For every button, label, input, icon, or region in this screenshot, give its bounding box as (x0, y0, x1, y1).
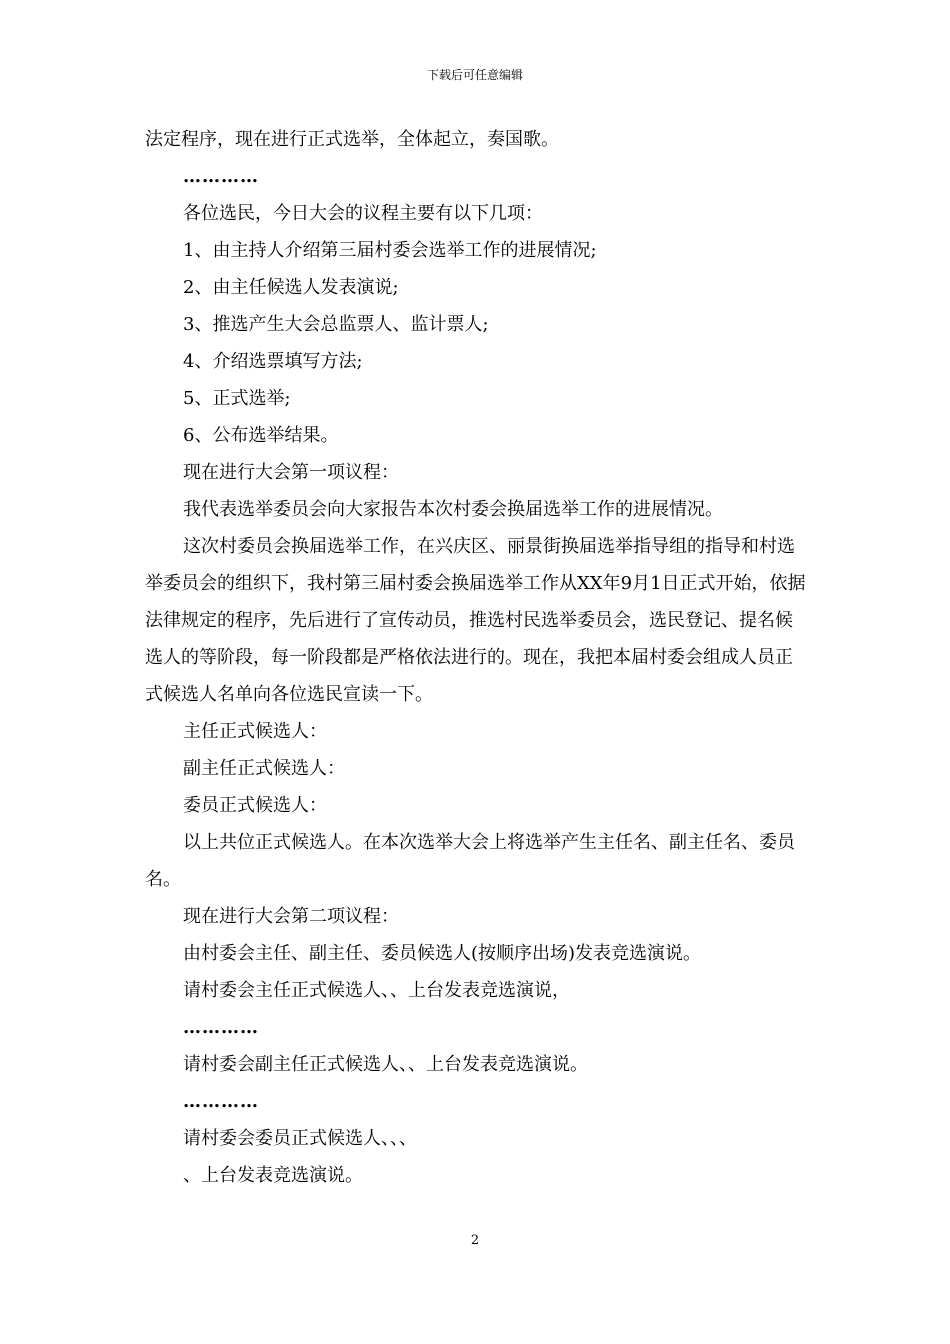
agenda-item: 6、公布选举结果。 (183, 425, 339, 446)
agenda-item: 1、由主持人介绍第三届村委会选举工作的进展情况; (183, 240, 597, 261)
document-body (145, 121, 810, 1194)
paragraph: 副主任正式候选人： (183, 758, 345, 779)
agenda-item: 2、由主任候选人发表演说; (183, 277, 399, 298)
agenda-item: 5、正式选举; (183, 388, 291, 409)
paragraph: 法定程序，现在进行正式选举，全体起立，奏国歌。 (145, 129, 559, 150)
paragraph: 这次村委员会换届选举工作，在兴庆区、丽景街换届选举指导组的指导和村选举委员会的组织下，我村第三届村委会换届选举工作从XX年9月1日正式开始，依据法律规定的程序，先后进行了宣传动员，推选村民选举委员会，选民登记、提名候选人的等阶段，每一阶段都是严格依法进行的。现在，我把本届村委会组成人员正式候选人名单向各位选民宣读一下。 (145, 536, 806, 705)
paragraph: 请村委会委员正式候选人、、、 (183, 1128, 417, 1149)
ellipsis-separator: ………… (183, 1091, 259, 1112)
paragraph: 请村委会副主任正式候选人、、上台发表竞选演说。 (183, 1054, 588, 1075)
paragraph: 主任正式候选人： (183, 721, 327, 742)
page-header: 下载后可任意编辑 (426, 68, 523, 82)
paragraph: 各位选民，今日大会的议程主要有以下几项： (183, 203, 543, 224)
paragraph: 、上台发表竞选演说。 (183, 1165, 363, 1186)
paragraph: 我代表选举委员会向大家报告本次村委会换届选举工作的进展情况。 (183, 499, 723, 520)
agenda-item: 4、介绍选票填写方法; (183, 351, 363, 372)
ellipsis-separator: ………… (183, 166, 259, 187)
paragraph: 现在进行大会第二项议程： (183, 906, 399, 927)
paragraph: 委员正式候选人： (183, 795, 327, 816)
agenda-item: 3、推选产生大会总监票人、监计票人; (183, 314, 489, 335)
paragraph: 请村委会主任正式候选人、、上台发表竞选演说， (183, 980, 570, 1001)
paragraph: 由村委会主任、副主任、委员候选人(按顺序出场)发表竞选演说。 (183, 943, 702, 964)
paragraph: 现在进行大会第一项议程： (183, 462, 399, 483)
ellipsis-separator: ………… (183, 1017, 259, 1038)
page-number: 2 (470, 1233, 480, 1248)
paragraph: 以上共位正式候选人。在本次选举大会上将选举产生主任名、副主任名、委员名。 (145, 832, 795, 890)
